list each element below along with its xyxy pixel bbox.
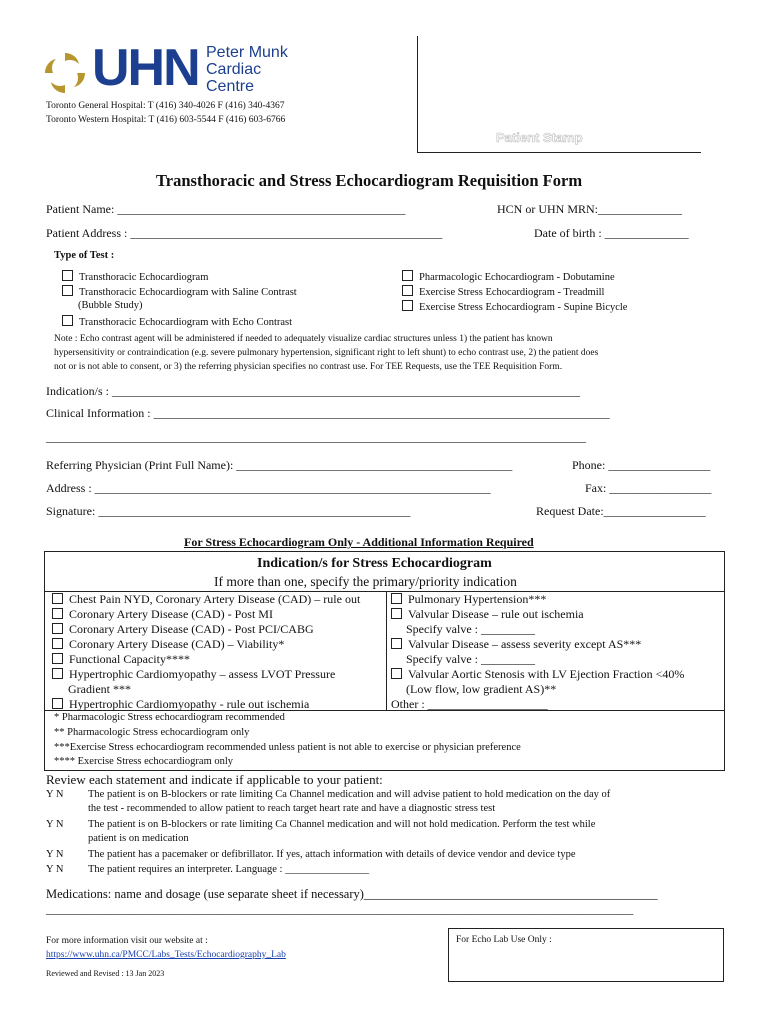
medications-field-cont[interactable]: _________________________________________________________________________________________________________ — [46, 904, 634, 916]
test-option-cont: (Bubble Study) — [78, 300, 143, 311]
test-option[interactable]: Exercise Stress Echocardiogram - Supine Bicycle — [402, 300, 627, 313]
review-item-cont: the test - recommended to allow patient to reach target heart rate and have a diagnostic stress test — [88, 803, 496, 814]
checkbox[interactable] — [391, 608, 402, 619]
yes-no-toggle[interactable]: Y N — [46, 819, 64, 830]
checkbox[interactable] — [62, 285, 73, 296]
footnote: ** Pharmacologic Stress echocardiogram only — [54, 727, 250, 738]
other-field[interactable]: Other : ____________________ — [391, 697, 548, 711]
test-option[interactable]: Transthoracic Echocardiogram — [62, 270, 208, 283]
yes-no-toggle[interactable]: Y N — [46, 864, 64, 875]
checkbox[interactable] — [62, 270, 73, 281]
contact-twh: Toronto Western Hospital: T (416) 603-5544 F (416) 603-6766 — [46, 115, 286, 125]
clinical-info-field-cont[interactable]: __________________________________________________________________________________________ — [46, 430, 586, 444]
stress-option[interactable]: Coronary Artery Disease (CAD) - Post PCI/CABG — [52, 622, 314, 637]
stress-option[interactable]: Hypertrophic Cardiomyopathy – assess LVOT Pressure — [52, 667, 335, 682]
dob-field[interactable]: Date of birth : ______________ — [534, 226, 689, 240]
checkbox[interactable] — [402, 300, 413, 311]
checkbox[interactable] — [52, 593, 63, 604]
request-date-field[interactable]: Request Date:_________________ — [536, 504, 706, 518]
logo-acronym: UHN — [92, 39, 199, 97]
checkbox[interactable] — [52, 623, 63, 634]
stress-option-cont: (Low flow, low gradient AS)** — [406, 682, 557, 696]
patient-address-field[interactable]: Patient Address : ____________________________________________________ — [46, 226, 443, 240]
clinical-info-field[interactable]: Clinical Information : ____________________________________________________________________________ — [46, 406, 610, 420]
specify-valve-field[interactable]: Specify valve : _________ — [406, 652, 535, 666]
stress-option[interactable]: Chest Pain NYD, Coronary Artery Disease (CAD) – rule out — [52, 592, 360, 607]
test-type-heading: Type of Test : — [54, 250, 115, 261]
fax-field[interactable]: Fax: _________________ — [585, 481, 712, 495]
stamp-bottom-border — [417, 152, 701, 153]
test-option[interactable]: Exercise Stress Echocardiogram - Treadmill — [402, 285, 604, 298]
uhn-emblem-icon — [42, 50, 88, 96]
note-line: Note : Echo contrast agent will be administered if needed to adequately visualize cardiac structures unless 1) the patient has known — [54, 334, 553, 344]
stress-option[interactable]: Valvular Disease – rule out ischemia — [391, 607, 584, 622]
footnote: **** Exercise Stress echocardiogram only — [54, 756, 234, 767]
stress-option[interactable]: Valvular Aortic Stenosis with LV Ejection Fraction <40% — [391, 667, 684, 682]
checkbox[interactable] — [62, 315, 73, 326]
checkbox[interactable] — [402, 270, 413, 281]
website-link[interactable]: https://www.uhn.ca/PMCC/Labs_Tests/Echocardiography_Lab — [46, 950, 286, 960]
address-field[interactable]: Address : __________________________________________________________________ — [46, 481, 491, 495]
logo-line2: Cardiac — [206, 61, 262, 78]
checkbox[interactable] — [391, 593, 402, 604]
note-line: hypersensitivity or contraindication (e.g. severe pulmonary hypertension, significant right to left shunt) to echo contrast use, 2) the patient does — [54, 348, 599, 358]
stress-option[interactable]: Valvular Disease – assess severity except AS*** — [391, 637, 641, 652]
stress-column-divider — [386, 591, 387, 710]
footnote: * Pharmacologic Stress echocardiogram recommended — [54, 712, 285, 723]
yes-no-toggle[interactable]: Y N — [46, 789, 64, 800]
checkbox[interactable] — [52, 698, 63, 709]
specify-valve-field[interactable]: Specify valve : _________ — [406, 622, 535, 636]
echo-lab-use-label: For Echo Lab Use Only : — [456, 935, 552, 945]
checkbox[interactable] — [52, 668, 63, 679]
hcn-field[interactable]: HCN or UHN MRN:______________ — [497, 202, 683, 216]
checkbox[interactable] — [391, 638, 402, 649]
review-item: The patient is on B-blockers or rate limiting Ca Channel medication and will advise patient to hold medication on the day of — [88, 789, 611, 800]
stress-option[interactable]: Functional Capacity**** — [52, 652, 190, 667]
footer-info: For more information visit our website at : — [46, 936, 208, 946]
checkbox[interactable] — [52, 608, 63, 619]
contact-tgh: Toronto General Hospital: T (416) 340-4026 F (416) 340-4367 — [46, 101, 285, 111]
stress-option[interactable]: Hypertrophic Cardiomyopathy - rule out ischemia — [52, 697, 309, 712]
stress-option[interactable]: Pulmonary Hypertension*** — [391, 592, 546, 607]
checkbox[interactable] — [52, 638, 63, 649]
interpreter-field[interactable]: The patient requires an interpreter. Language : ________________ — [88, 864, 370, 875]
stress-option[interactable]: Coronary Artery Disease (CAD) - Post MI — [52, 607, 273, 622]
logo-line1: Peter Munk — [206, 44, 288, 61]
test-option[interactable]: Pharmacologic Echocardiogram - Dobutamine — [402, 270, 615, 283]
page-title: Transthoracic and Stress Echocardiogram Requisition Form — [156, 171, 583, 190]
review-heading: Review each statement and indicate if applicable to your patient: — [46, 772, 383, 787]
review-item-cont: patient is on medication — [88, 833, 189, 844]
checkbox[interactable] — [402, 285, 413, 296]
logo — [42, 39, 292, 100]
referring-physician-field[interactable]: Referring Physician (Print Full Name): ______________________________________________ — [46, 458, 513, 472]
checkbox[interactable] — [52, 653, 63, 664]
patient-stamp-label: Patient Stamp — [496, 130, 583, 145]
stress-option[interactable]: Coronary Artery Disease (CAD) – Viability* — [52, 637, 284, 652]
stress-option-cont: Gradient *** — [68, 682, 131, 696]
note-line: not or is not able to consent, or 3) the referring physician specifies no contrast use. For TEE Requests, use the TEE Requisition Form. — [54, 362, 563, 372]
footnote: ***Exercise Stress echocardiogram recommended unless patient is not able to exercise or physician preference — [54, 742, 521, 753]
stress-heading: Indication/s for Stress Echocardiogram — [257, 556, 492, 571]
revised-date: Reviewed and Revised : 13 Jan 2023 — [46, 969, 165, 978]
signature-field[interactable]: Signature: ____________________________________________________ — [46, 504, 411, 518]
checkbox[interactable] — [391, 668, 402, 679]
stress-banner: For Stress Echocardiogram Only - Additional Information Required — [184, 535, 534, 549]
test-option[interactable]: Transthoracic Echocardiogram with Saline Contrast — [62, 285, 297, 298]
stamp-left-border — [417, 36, 418, 153]
review-item: The patient has a pacemaker or defibrillator. If yes, attach information with details of device vendor and device type — [88, 849, 576, 860]
stress-subheading: If more than one, specify the primary/priority indication — [214, 574, 517, 589]
patient-name-field[interactable]: Patient Name: ________________________________________________ — [46, 202, 406, 216]
logo-line3: Centre — [206, 78, 255, 95]
indications-field[interactable]: Indication/s : ______________________________________________________________________________ — [46, 384, 580, 398]
phone-field[interactable]: Phone: _________________ — [572, 458, 711, 472]
yes-no-toggle[interactable]: Y N — [46, 849, 64, 860]
test-option[interactable]: Transthoracic Echocardiogram with Echo Contrast — [62, 315, 292, 328]
medications-field[interactable]: Medications: name and dosage (use separate sheet if necessary)_______________________________________________ — [46, 887, 658, 901]
review-item: The patient is on B-blockers or rate limiting Ca Channel medication and will not hold medication. Perform the test while — [88, 819, 596, 830]
